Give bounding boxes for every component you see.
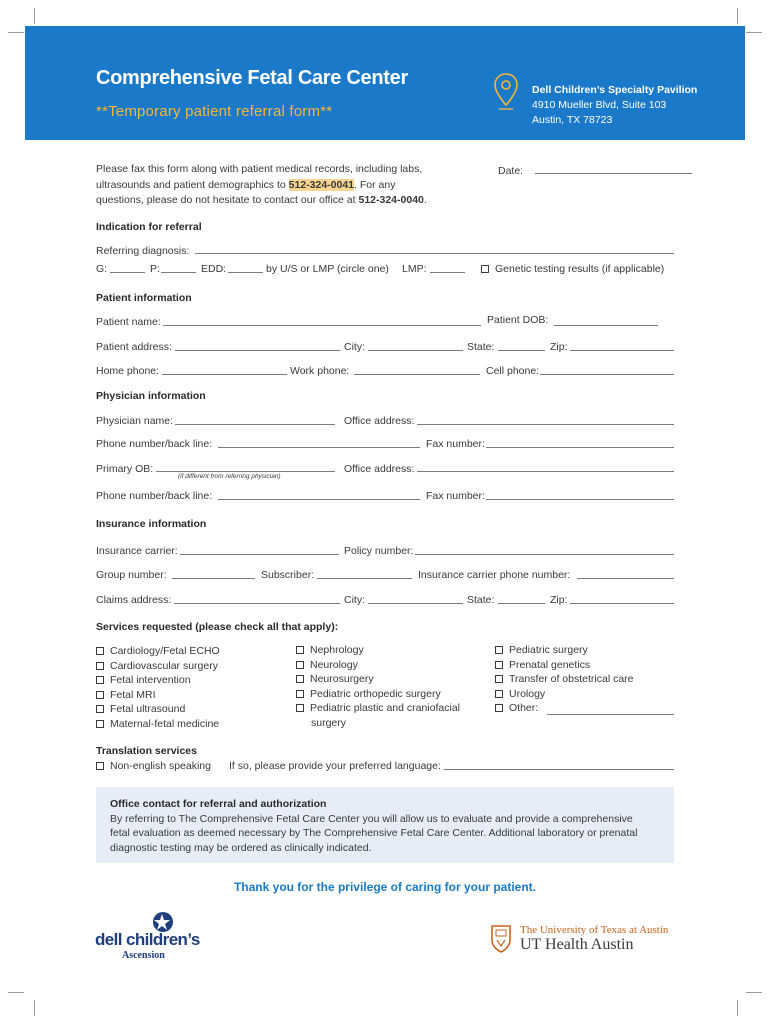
field-label: EDD:: [201, 263, 227, 275]
date-label: Date:: [498, 165, 524, 177]
option-label: Maternal-fetal medicine: [110, 717, 220, 730]
fax-number: 512-324-0041: [288, 178, 355, 191]
field-label: Primary OB:: [96, 463, 154, 475]
checkbox[interactable]: [96, 676, 104, 684]
services-column: [296, 643, 460, 730]
genetic-testing-option[interactable]: [481, 263, 664, 275]
field-label: Patient name:: [96, 316, 161, 328]
option-label: Pediatric plastic and craniofacial: [310, 702, 460, 714]
office-address-field[interactable]: [417, 424, 674, 425]
section-heading-insurance: Insurance information: [96, 518, 207, 530]
intro-text-part: .: [423, 194, 427, 206]
field-label: Policy number:: [344, 545, 414, 557]
field-label: Phone number/back line:: [96, 490, 213, 502]
intro-text-part: ultrasounds and patient demographics to: [96, 178, 289, 191]
office-contact-box: [96, 787, 674, 863]
service-option[interactable]: [296, 643, 460, 658]
service-option[interactable]: [96, 688, 220, 703]
insurance-carrier-field[interactable]: [180, 554, 339, 555]
checkbox[interactable]: [96, 762, 104, 770]
g-field[interactable]: [110, 272, 145, 273]
field-label: Office address:: [344, 463, 415, 475]
thank-you-message: Thank you for the privilege of caring for your patient.: [233, 880, 537, 894]
field-hint: (if different from referring physician): [178, 473, 281, 480]
services-column: [96, 644, 220, 731]
option-label: Fetal MRI: [110, 688, 156, 701]
claims-address-field[interactable]: [174, 603, 340, 604]
checkbox[interactable]: [96, 705, 104, 713]
service-option[interactable]: [296, 672, 460, 687]
office-contact-heading: Office contact for referral and authorization: [110, 798, 327, 810]
clinic-address: [532, 83, 697, 128]
intro-line: Please fax this form along with patient medical records, including labs,: [96, 163, 423, 175]
field-label: P:: [150, 263, 160, 275]
checkbox[interactable]: [96, 720, 104, 728]
claims-state-field[interactable]: [498, 603, 545, 604]
primary-ob-field[interactable]: [156, 471, 335, 472]
service-option[interactable]: [296, 701, 460, 716]
field-label: State:: [467, 594, 495, 606]
field-label: Fax number:: [426, 438, 485, 450]
checkbox[interactable]: [296, 646, 304, 654]
checkbox[interactable]: [495, 690, 503, 698]
ut-health-austin-logo: [490, 920, 680, 960]
field-label: State:: [467, 341, 495, 353]
option-label: Pediatric orthopedic surgery: [310, 687, 441, 700]
field-label: G:: [96, 263, 108, 275]
option-label: Transfer of obstetrical care: [509, 673, 634, 685]
section-heading-physician: Physician information: [96, 390, 206, 402]
p-field[interactable]: [161, 272, 196, 273]
service-option[interactable]: [96, 644, 220, 659]
cell-phone-field[interactable]: [540, 374, 674, 375]
checkbox[interactable]: [296, 661, 304, 669]
dell-childrens-logo: [95, 910, 205, 962]
field-label: Group number:: [96, 569, 167, 581]
field-label: Subscriber:: [261, 569, 315, 581]
service-option[interactable]: [495, 643, 634, 658]
non-english-option[interactable]: [96, 760, 211, 772]
crop-mark: [746, 32, 762, 33]
office-contact-line: diagnostic testing may be ordered as clinically indicated.: [110, 841, 372, 854]
phone-backline-field[interactable]: [218, 447, 420, 448]
carrier-phone-field[interactable]: [577, 578, 674, 579]
crop-mark: [34, 8, 35, 24]
intro-text: [96, 162, 466, 209]
service-option[interactable]: [495, 672, 634, 687]
patient-address-field[interactable]: [175, 350, 340, 351]
crop-mark: [737, 1000, 738, 1016]
ob-office-address-field[interactable]: [417, 471, 674, 472]
checkbox[interactable]: [296, 704, 304, 712]
service-option[interactable]: [495, 658, 634, 673]
option-label-continued: surgery: [311, 716, 347, 729]
field-label: Patient DOB:: [487, 314, 549, 326]
claims-zip-field[interactable]: [570, 603, 674, 604]
crop-mark: [737, 8, 738, 24]
office-contact-line: By referring to The Comprehensive Fetal Care Center you will allow us to evaluate and provide a comprehensive: [110, 812, 633, 825]
field-label: If so, please provide your preferred language:: [229, 760, 441, 772]
field-label: Referring diagnosis:: [96, 245, 190, 257]
services-column: [495, 643, 634, 716]
subscriber-field[interactable]: [317, 578, 412, 579]
field-label: Cell phone:: [486, 365, 540, 377]
ob-phone-field[interactable]: [218, 499, 420, 500]
checkbox[interactable]: [96, 662, 104, 670]
edd-field[interactable]: [228, 272, 263, 273]
date-field[interactable]: [535, 173, 692, 174]
option-label: Urology: [509, 687, 546, 700]
field-label: Patient address:: [96, 341, 172, 353]
option-label: Fetal ultrasound: [110, 703, 186, 715]
checkbox[interactable]: [96, 647, 104, 655]
checkbox[interactable]: [96, 691, 104, 699]
option-label: Genetic testing results (if applicable): [495, 263, 665, 275]
address-line: 4910 Mueller Blvd, Suite 103: [532, 99, 667, 111]
office-contact-line: fetal evaluation as deemed necessary by The Comprehensive Fetal Care Center. Additional laboratory or prenatal: [110, 827, 638, 839]
field-label: City:: [344, 594, 365, 606]
work-phone-field[interactable]: [354, 374, 480, 375]
crop-mark: [8, 32, 24, 33]
checkbox[interactable]: [495, 675, 503, 683]
clinic-name: Dell Children’s Specialty Pavilion: [532, 84, 698, 96]
checkbox[interactable]: [495, 646, 503, 654]
field-label: Office address:: [344, 415, 415, 427]
intro-text-part: questions, please do not hesitate to contact our office at: [96, 194, 359, 206]
service-option[interactable]: [296, 658, 460, 673]
service-option[interactable]: [495, 687, 634, 702]
option-label: Pediatric surgery: [509, 644, 588, 656]
page-title: Comprehensive Fetal Care Center: [96, 67, 408, 89]
address-line: Austin, TX 78723: [532, 114, 613, 126]
home-phone-field[interactable]: [162, 374, 287, 375]
policy-number-field[interactable]: [415, 554, 674, 555]
service-option[interactable]: [96, 717, 220, 732]
field-label: Zip:: [550, 594, 568, 606]
physician-name-field[interactable]: [175, 424, 335, 425]
checkbox[interactable]: [296, 690, 304, 698]
option-label: Fetal intervention: [110, 674, 191, 686]
claims-city-field[interactable]: [368, 603, 463, 604]
service-option[interactable]: [96, 673, 220, 688]
crop-mark: [8, 992, 24, 993]
field-label: Work phone:: [290, 365, 350, 377]
service-option[interactable]: [96, 659, 220, 674]
patient-name-field[interactable]: [163, 325, 481, 326]
ut-health-name: UT Health Austin: [520, 936, 634, 953]
field-label: Claims address:: [96, 594, 172, 606]
service-option[interactable]: [296, 687, 460, 702]
lmp-field[interactable]: [430, 272, 465, 273]
intro-line: [96, 193, 466, 209]
option-label: Non-english speaking: [110, 760, 211, 772]
patient-zip-field[interactable]: [570, 350, 674, 351]
page-subtitle: **Temporary patient referral form**: [96, 103, 333, 120]
field-label: Insurance carrier:: [96, 545, 178, 557]
referring-diagnosis-field[interactable]: [195, 253, 674, 254]
crop-mark: [34, 1000, 35, 1016]
fax-number-field[interactable]: [486, 447, 674, 448]
crop-mark: [746, 992, 762, 993]
ob-fax-field[interactable]: [486, 499, 674, 500]
option-label: Neurosurgery: [310, 673, 374, 685]
dell-wordmark: dell children’s: [95, 930, 200, 949]
patient-city-field[interactable]: [368, 350, 463, 351]
field-label: Zip:: [550, 341, 568, 353]
option-label: Cardiology/Fetal ECHO: [110, 645, 220, 657]
header-banner: [25, 26, 745, 140]
patient-dob-field[interactable]: [554, 325, 658, 326]
field-label: by U/S or LMP (circle one): [266, 263, 389, 275]
location-pin-icon: [491, 71, 521, 111]
service-option[interactable]: [96, 702, 220, 717]
option-label: Neurology: [310, 658, 358, 671]
other-service-field[interactable]: [547, 714, 674, 715]
ut-shield-icon: [490, 924, 512, 954]
field-label: Insurance carrier phone number:: [418, 569, 571, 581]
intro-line: [96, 178, 466, 194]
option-label: Other:: [509, 702, 539, 714]
section-heading-services: Services requested (please check all that apply):: [96, 621, 339, 633]
field-label: Fax number:: [426, 490, 485, 502]
checkbox[interactable]: [495, 704, 503, 712]
section-heading-indication: Indication for referral: [96, 221, 202, 233]
field-label: City:: [344, 341, 365, 353]
office-phone: 512-324-0040: [358, 194, 424, 206]
ut-university-name: The University of Texas at Austin: [520, 924, 669, 936]
field-label: Phone number/back line:: [96, 438, 213, 450]
checkbox[interactable]: [495, 661, 503, 669]
patient-state-field[interactable]: [498, 350, 545, 351]
field-label: Physician name:: [96, 415, 174, 427]
section-heading-patient: Patient information: [96, 292, 192, 304]
field-label: Home phone:: [96, 365, 160, 377]
preferred-language-field[interactable]: [444, 769, 674, 770]
checkbox[interactable]: [481, 265, 489, 273]
group-number-field[interactable]: [172, 578, 255, 579]
intro-text-part: . For any: [354, 178, 396, 191]
section-heading-translation: Translation services: [96, 745, 197, 757]
option-label: Cardiovascular surgery: [110, 659, 218, 672]
option-label: Prenatal genetics: [509, 658, 591, 671]
field-label: LMP:: [402, 263, 427, 275]
option-label: Nephrology: [310, 644, 364, 656]
checkbox[interactable]: [296, 675, 304, 683]
ascension-wordmark: Ascension: [122, 950, 165, 961]
